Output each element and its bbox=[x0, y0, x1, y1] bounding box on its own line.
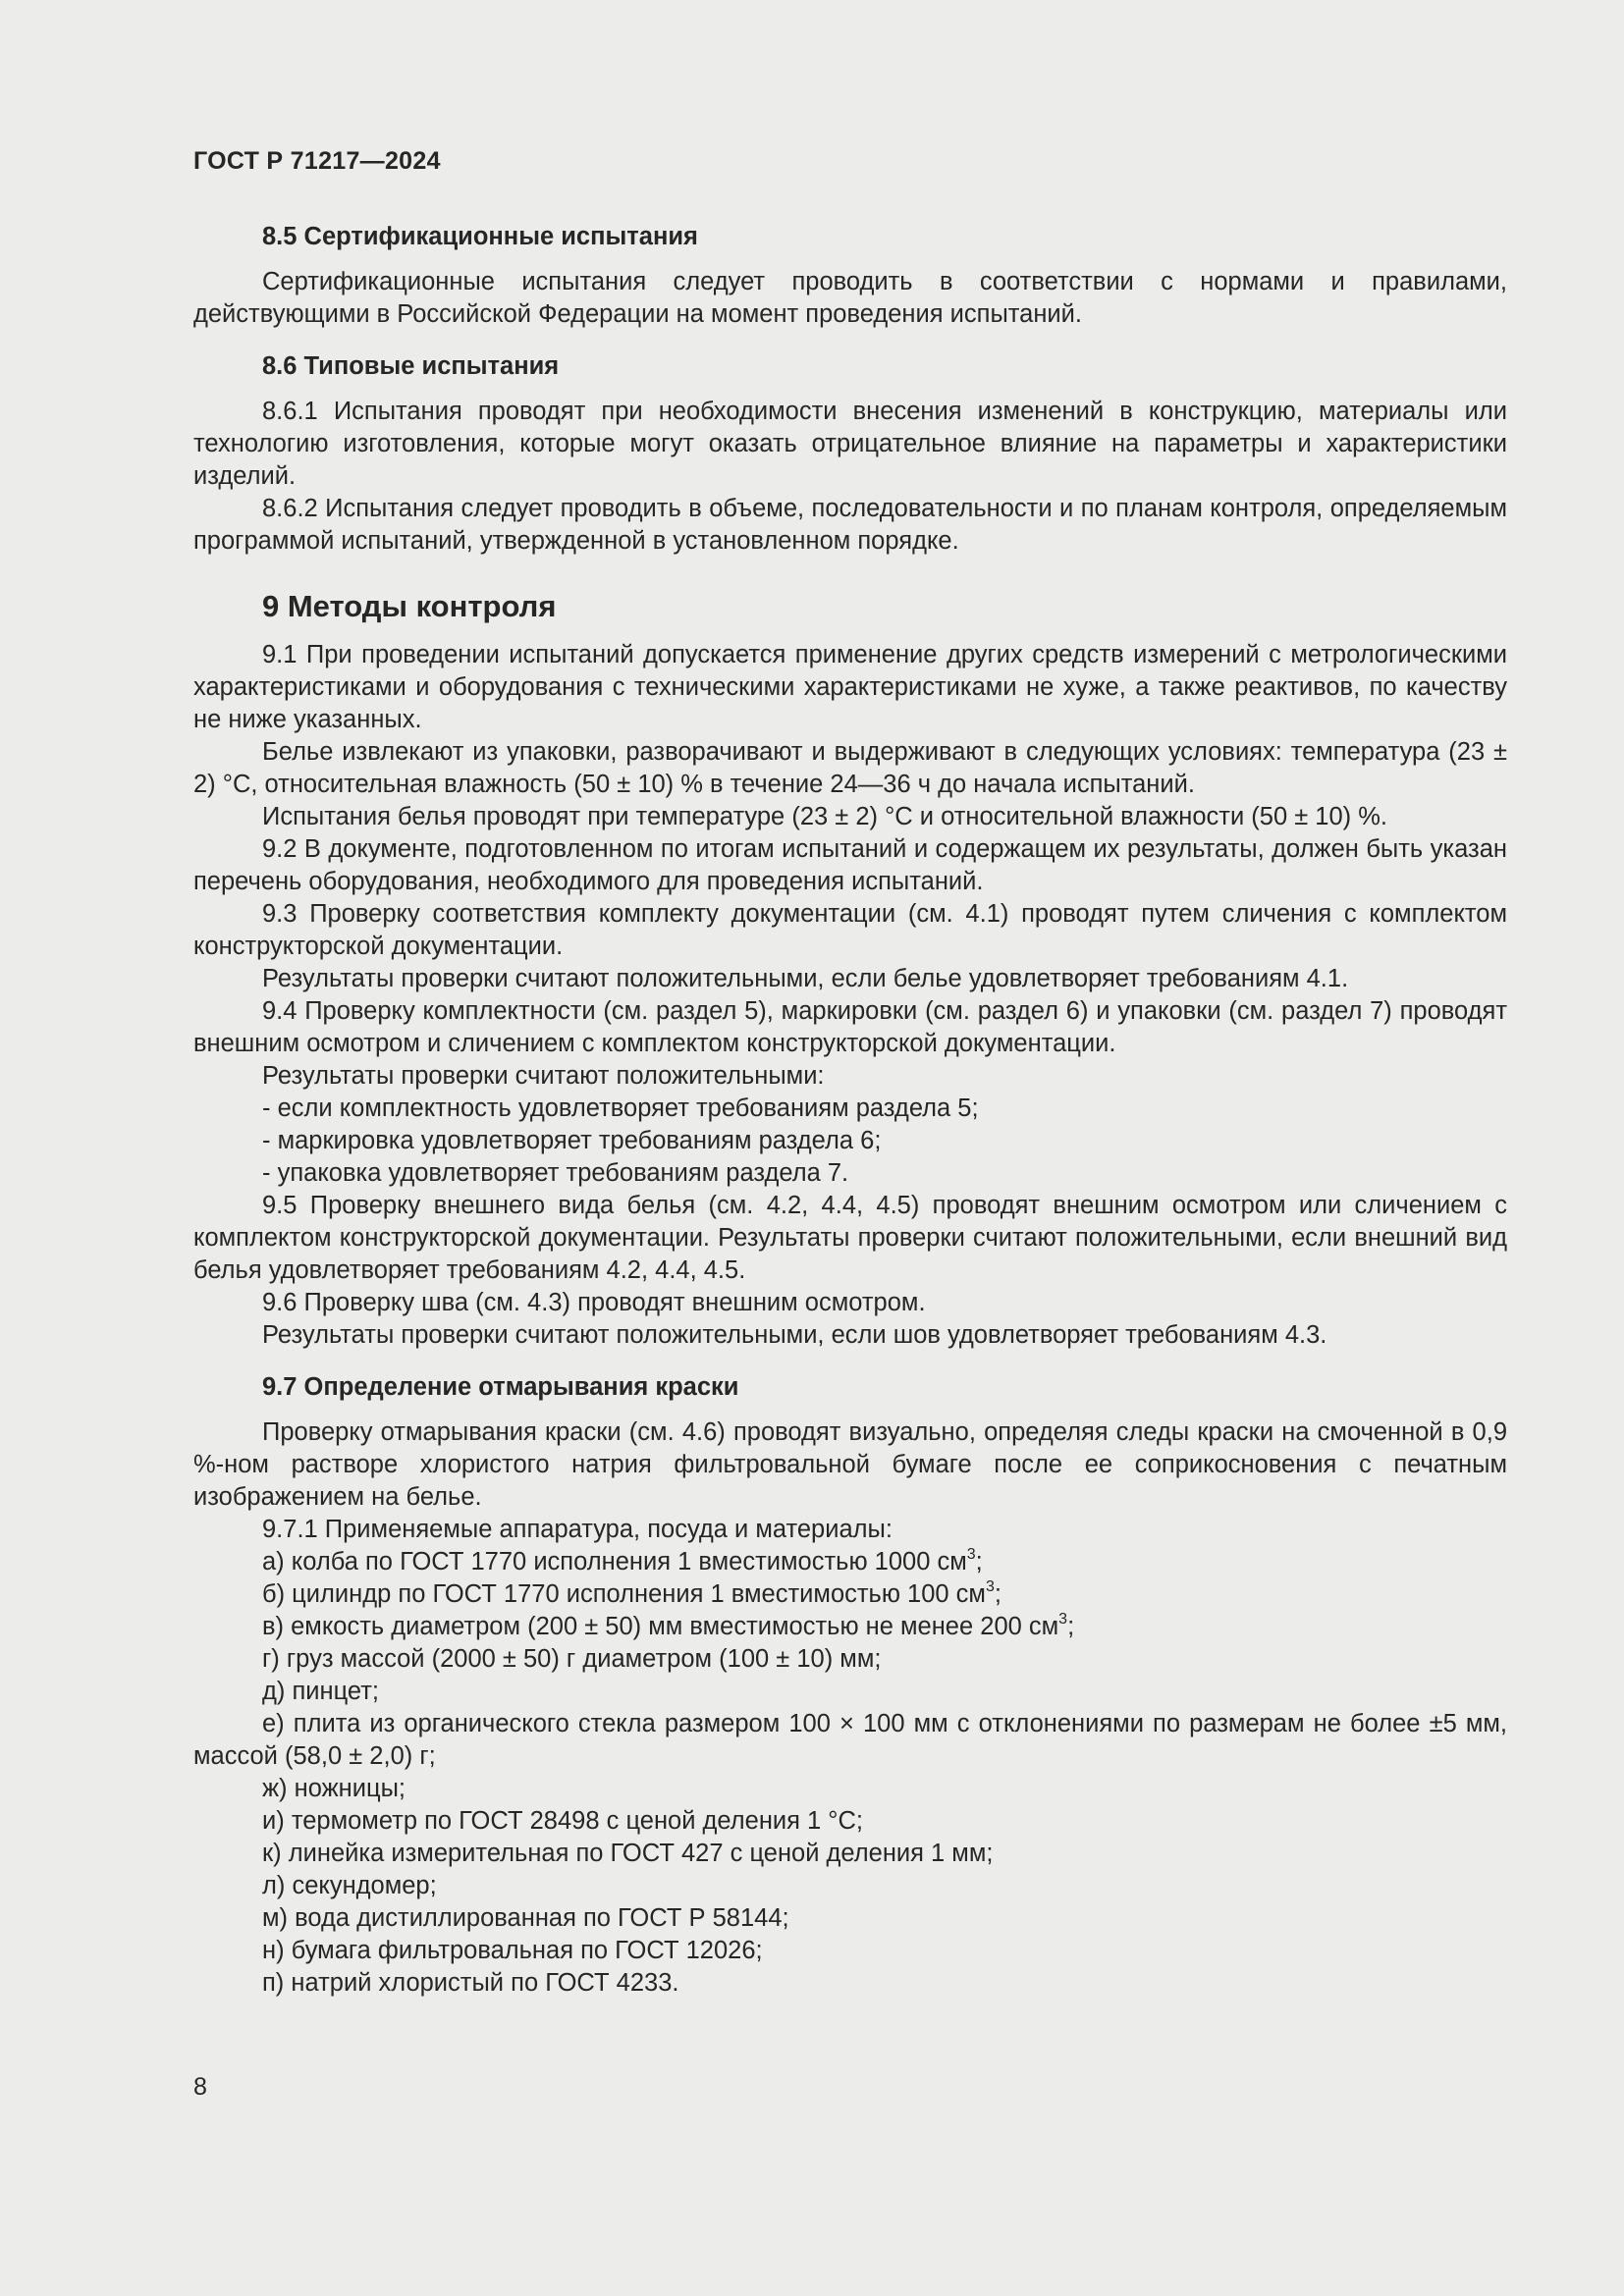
paragraph bbox=[193, 396, 1507, 493]
paragraph bbox=[193, 493, 1507, 558]
paragraph bbox=[193, 801, 1507, 833]
paragraph-text: 9.5 Проверку внешнего вида белья (см. 4.2, 4.4, 4.5) проводят внешним осмотром или сличением с комплектом конструкторской документации. Результаты проверки считают положительными, если внешний вид белья удовлетворяет требованиям 4.2, 4.4, 4.5. bbox=[193, 1192, 1507, 1284]
paragraph bbox=[193, 1611, 1507, 1643]
paragraph bbox=[193, 1967, 1507, 2000]
paragraph-text: Белье извлекают из упаковки, разворачивают и выдерживают в следующих условиях: температура (23 ± 2) °С, относительная влажность (50 ± 10) % в течение 24—36 ч до начала испытаний. bbox=[193, 738, 1507, 798]
spacer bbox=[193, 383, 1507, 396]
paragraph bbox=[193, 1416, 1507, 1514]
paragraph bbox=[193, 639, 1507, 736]
paragraph bbox=[193, 1902, 1507, 1935]
superscript: 3 bbox=[985, 1577, 995, 1595]
paragraph-text: б) цилиндр по ГОСТ 1770 исполнения 1 вместимостью 100 см bbox=[262, 1580, 986, 1608]
paragraph bbox=[193, 1870, 1507, 1902]
paragraph-tail: ; bbox=[975, 1548, 983, 1575]
paragraph-text: и) термометр по ГОСТ 28498 с ценой деления 1 °С; bbox=[262, 1807, 863, 1835]
paragraph bbox=[193, 1190, 1507, 1287]
subsection-heading bbox=[193, 350, 1507, 383]
paragraph-text: п) натрий хлористый по ГОСТ 4233. bbox=[262, 1969, 679, 1997]
paragraph bbox=[193, 1060, 1507, 1093]
paragraph bbox=[193, 1643, 1507, 1676]
paragraph bbox=[193, 266, 1507, 331]
spacer bbox=[193, 1352, 1507, 1371]
superscript: 3 bbox=[966, 1545, 976, 1563]
paragraph-text: Проверку отмарывания краски (см. 4.6) проводят визуально, определяя следы краски на смоченной в 0,9 %-ном растворе хлористого натрия фильтровальной бумаге после ее соприкосновения с печатным изображением на белье. bbox=[193, 1418, 1507, 1511]
spacer bbox=[193, 626, 1507, 639]
subsection-heading bbox=[193, 221, 1507, 253]
spacer bbox=[193, 1404, 1507, 1416]
paragraph bbox=[193, 1514, 1507, 1546]
page-number: 8 bbox=[193, 2073, 207, 2101]
paragraph-text: Сертификационные испытания следует проводить в соответствии с нормами и правилами, действующими в Российской Федерации на момент проведения испытаний. bbox=[193, 268, 1507, 328]
paragraph bbox=[193, 1708, 1507, 1773]
paragraph-text: 9.1 При проведении испытаний допускается применение других средств измерений с метрологическими характеристиками и оборудования с техническими характеристиками не хуже, а также реактивов, по качеству не ниже указанных. bbox=[193, 641, 1507, 733]
paragraph-text: н) бумага фильтровальная по ГОСТ 12026; bbox=[262, 1937, 763, 1964]
paragraph-text: м) вода дистиллированная по ГОСТ Р 58144; bbox=[262, 1904, 789, 1932]
paragraph bbox=[193, 1805, 1507, 1838]
spacer bbox=[193, 331, 1507, 350]
paragraph bbox=[193, 1319, 1507, 1352]
paragraph-tail: ; bbox=[994, 1580, 1001, 1608]
paragraph bbox=[193, 1838, 1507, 1870]
paragraph-text: е) плита из органического стекла размером 100 × 100 мм с отклонениями по размерам не более ±5 мм, массой (58,0 ± 2,0) г; bbox=[193, 1710, 1507, 1770]
paragraph-text: 8.6.1 Испытания проводят при необходимости внесения изменений в конструкцию, материалы или технологию изготовления, которые могут оказать отрицательное влияние на параметры и характеристики изделий. bbox=[193, 398, 1507, 490]
paragraph-text: 9.7.1 Применяемые аппаратура, посуда и материалы: bbox=[262, 1516, 893, 1543]
paragraph-text: Испытания белья проводят при температуре (23 ± 2) °С и относительной влажности (50 ± 10) %. bbox=[262, 803, 1387, 830]
paragraph-text: - упаковка удовлетворяет требованиям раздела 7. bbox=[262, 1159, 849, 1187]
paragraph-text: в) емкость диаметром (200 ± 50) мм вместимостью не менее 200 см bbox=[262, 1613, 1059, 1640]
paragraph-text: 9.2 В документе, подготовленном по итогам испытаний и содержащем их результаты, должен быть указан перечень оборудования, необходимого для проведения испытаний. bbox=[193, 835, 1507, 895]
paragraph-text: а) колба по ГОСТ 1770 исполнения 1 вместимостью 1000 см bbox=[262, 1548, 967, 1575]
paragraph bbox=[193, 1676, 1507, 1708]
paragraph-text: - если комплектность удовлетворяет требованиям раздела 5; bbox=[262, 1095, 979, 1122]
paragraph-text: ж) ножницы; bbox=[262, 1775, 406, 1802]
paragraph-text: 9.6 Проверку шва (см. 4.3) проводят внешним осмотром. bbox=[262, 1289, 926, 1316]
document-body bbox=[193, 221, 1507, 2000]
paragraph-text: 9.3 Проверку соответствия комплекту документации (см. 4.1) проводят путем сличения с комплектом конструкторской документации. bbox=[193, 900, 1507, 960]
paragraph-text: к) линейка измерительная по ГОСТ 427 с ценой деления 1 мм; bbox=[262, 1840, 994, 1867]
paragraph-tail: ; bbox=[1067, 1613, 1075, 1640]
section-heading bbox=[193, 587, 1507, 626]
paragraph-text: д) пинцет; bbox=[262, 1678, 380, 1705]
paragraph bbox=[193, 995, 1507, 1060]
paragraph-text: 8.5 Сертификационные испытания bbox=[262, 223, 698, 250]
paragraph bbox=[193, 833, 1507, 898]
paragraph bbox=[193, 1546, 1507, 1578]
paragraph-text: 9.7 Определение отмарывания краски bbox=[262, 1373, 739, 1401]
document-header: ГОСТ Р 71217—2024 bbox=[193, 147, 441, 175]
paragraph bbox=[193, 1125, 1507, 1157]
paragraph bbox=[193, 1093, 1507, 1125]
paragraph-text: Результаты проверки считают положительными: bbox=[262, 1062, 825, 1090]
paragraph bbox=[193, 1157, 1507, 1190]
superscript: 3 bbox=[1058, 1610, 1068, 1628]
paragraph-text: 8.6 Типовые испытания bbox=[262, 352, 560, 380]
paragraph-text: г) груз массой (2000 ± 50) г диаметром (100 ± 10) мм; bbox=[262, 1645, 882, 1673]
paragraph bbox=[193, 1935, 1507, 1967]
paragraph-text: 9.4 Проверку комплектности (см. раздел 5), маркировки (см. раздел 6) и упаковки (см. раздел 7) проводят внешним осмотром и сличением с комплектом конструкторской документации. bbox=[193, 997, 1507, 1057]
paragraph bbox=[193, 898, 1507, 963]
paragraph bbox=[193, 963, 1507, 995]
paragraph bbox=[193, 1773, 1507, 1805]
paragraph-text: 9 Методы контроля bbox=[262, 589, 557, 623]
paragraph bbox=[193, 1287, 1507, 1319]
paragraph-text: Результаты проверки считают положительными, если белье удовлетворяет требованиям 4.1. bbox=[262, 965, 1349, 992]
paragraph-text: Результаты проверки считают положительными, если шов удовлетворяет требованиям 4.3. bbox=[262, 1321, 1327, 1349]
spacer bbox=[193, 253, 1507, 266]
paragraph-text: 8.6.2 Испытания следует проводить в объеме, последовательности и по планам контроля, определяемым программой испытаний, утвержденной в установленном порядке. bbox=[193, 495, 1507, 555]
paragraph-text: л) секундомер; bbox=[262, 1872, 437, 1899]
paragraph bbox=[193, 1578, 1507, 1611]
paragraph bbox=[193, 736, 1507, 801]
paragraph-text: - маркировка удовлетворяет требованиям раздела 6; bbox=[262, 1127, 882, 1154]
subsection-heading bbox=[193, 1371, 1507, 1404]
spacer bbox=[193, 558, 1507, 587]
